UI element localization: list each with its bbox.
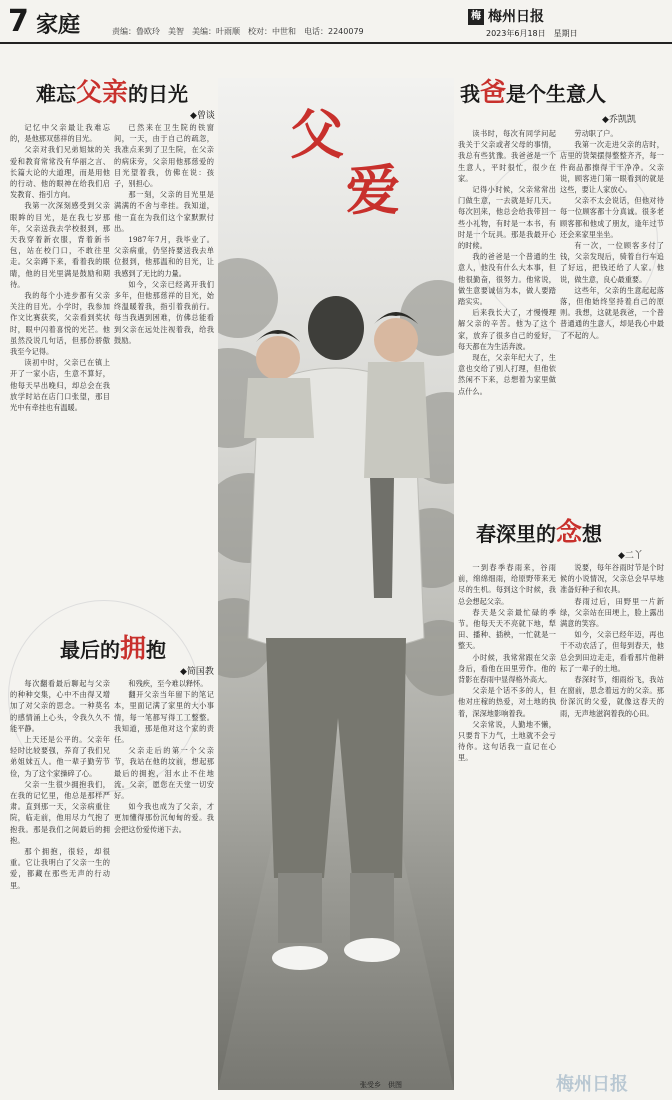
article-title-4: 最后的拥抱: [60, 634, 167, 664]
decor-char-ai: 爱: [346, 158, 400, 222]
paper-name-text: 梅州日报: [488, 9, 544, 25]
father-carrying-children-image: [218, 78, 454, 1090]
article-title-3: 春深里的念想: [476, 518, 603, 548]
paper-logo-icon: 梅: [468, 9, 484, 25]
article-body-3-col2: 说要，每年谷雨时节是个时候的小说情况，父亲总会早早地准备好种子和农具。 春雨过后，田野里一片新绿，父亲站在田埂上，脸上露出满意的笑容。 如今，父亲已经年迈，再也干不动农活了，但每到春天，他总会到田边走走，看看那片他耕耘了一辈子的土地。 春深时节，细雨纷飞，我站在窗前，思念着远方的父亲。那份深沉的父爱，就像这春天的雨，无声地滋润着我的心田。: [560, 563, 664, 718]
article-body-4: 每次翻看最后聊起与父亲的种种交集，心中不由得又增加了对父亲的思念。一种莫名的感情涌上心头，令我久久不能平静。 上天还是公平的。父亲年轻时比较要强，养育了我们兄弟姐妹五人。他一辈子勤劳节俭，为了这个家操碎了心。 父亲一生很少拥抱我们，在我的记忆里，他总是那样严肃。直到那一天，父亲病重住院，临走前，他用尽力气抱了抱我。那是我们之间最后的拥抱。 那个拥抱，很轻，却很重。它让我明白了父亲一生的爱，都藏在那些无声的行动里。: [10, 679, 110, 890]
editor-info: 责编：鲁欧玲 美智 美编：叶雨顺 校对：中世和 电话：2240079: [112, 27, 364, 36]
article-author-4: ◆简国教: [180, 667, 214, 677]
decor-char-fu: 父: [290, 102, 344, 166]
article-body-2: 读书时，每次有同学问起我关于父亲或者父母的事情，我总有些犹豫。我爸爸是一个生意人，平时很忙，很少在家。 记得小时候，父亲常常出门做生意，一去就是好几天。每次回来，他总会给我带回一些小礼物，有时是一本书，有时是一个玩具。那是我最开心的时候。 我的爸爸是一个普通的生意人，他没有什么大本事，但他很勤奋，很努力。他常说，做生意要诚信为本，做人要踏踏实实。 后来我长大了，才慢慢理解父亲的辛苦。他为了这个家，放弃了很多自己的爱好，每天都在为生活奔波。 现在，父亲年纪大了，生意也交给了别人打理，但他依然闲不下来，总想着为家里做点什么。: [458, 129, 556, 396]
article-author-1: ◆曾谈: [190, 111, 215, 121]
article-title-1: 难忘父亲的日光: [36, 78, 189, 108]
article-title-2: 我爸是个生意人: [460, 78, 607, 108]
photo-caption: 张受乡 供图: [360, 1081, 402, 1089]
article-author-2: ◆乔凯凯: [602, 115, 636, 125]
issue-date: 2023年6月18日 星期日: [486, 29, 578, 38]
paper-name: [468, 6, 544, 26]
article-body-3: 一到春季春雨来，谷雨前，绵绵细雨，给原野带来无尽的生机。每到这个时候，我总会想起父亲。 春天是父亲最忙碌的季节。他每天天不亮就下地，犁田、播种、插秧，一忙就是一整天。 小时候，我常常跟在父亲身后，看他在田里劳作。他的背影在春雨中显得格外高大。 父亲是个话不多的人，但他对庄稼的热爱，对土地的执着，深深地影响着我。 父亲常说，人勤地不懒，只要肯下力气，土地就不会亏待你。这句话我一直记在心里。: [458, 563, 556, 763]
article-body-4-col2: 和残疾，至今难以释怀。 翻开父亲当年留下的笔记本，里面记满了家里的大小事情，每一笔都写得工工整整。我知道，那是他对这个家的责任。 父亲走后的第一个父亲节，我站在他的坟前，想起那最后的拥抱，泪水止不住地流。父亲，愿您在天堂一切安好。 如今我也成为了父亲，才更加懂得那份沉甸甸的爱。我会把这份爱传递下去。: [114, 679, 214, 834]
article-body-1-col2: 已然来在卫生院的铁窗间，一天，由于自己的疏忽，我准点来到了卫生院，在父亲的病床旁，父亲用他那慈爱的目光望着我，仿佛在说：孩子，别担心。 那一刻，父亲的目光里是满满的不舍与牵挂。我知道，他一直在为我们这个家默默付出。 1987年7月，我毕业了。父亲病重，仍坚持要送我去单位报到，他那温和的目光，让我感到了无比的力量。 如今，父亲已经离开我们多年，但他那慈祥的目光，始终温暖着我，指引着我前行。每当我遇到困难，仿佛总能看到父亲在远处注视着我，给我鼓励。: [114, 123, 214, 345]
article-body-2-col2: 劳动职了户。 我第一次走进父亲的店时，店里的货架摆得整整齐齐，每一件商品都擦得干干净净。父亲说，顾客进门第一眼看到的就是这些，要让人家放心。 父亲不太会说话，但他对待每一位顾客都十分真诚。很多老顾客都和他成了朋友，逢年过节还会来家里坐坐。 有一次，一位顾客多付了钱，父亲发现后，骑着自行车追了好远，把钱还给了人家。他说，做生意，良心最重要。 这些年，父亲的生意起起落落，但他始终坚持着自己的原则。我想，这就是我爸，一个普普通通的生意人，却是我心中最了不起的人。: [560, 129, 664, 340]
article-author-3: ◆二丫: [618, 551, 643, 561]
article-body-1: 记忆中父亲最让我难忘的，是他那双慈祥的目光。 父亲对我们兄弟姐妹的关爱和教育常常没有华丽之言、长篇大论的大道理，而是用他的行动、他的眼神在给我们启发教育、指引方向。 我第一次深刻感受到父亲眼眸的目光，是在我七岁那年，父亲送我去学校报到，那天我穿着新衣服，背着新书包，站在校门口，不敢往里走。父亲蹲下来，看着我的眼睛，他的目光里满是鼓励和期待。 我的每个小进步都有父亲关注的目光。小学时，我参加作文比赛获奖，父亲看到奖状时，眼中闪着喜悦的光芒。他虽然没说几句话，但那份骄傲我至今记得。 读初中时，父亲已在镇上开了一家小店，生意不算好，他每天早出晚归，却总会在我放学时站在店门口张望，那目光中有牵挂也有温暖。: [10, 123, 110, 413]
father-photo: [218, 78, 454, 1090]
section-title: 家庭: [36, 13, 81, 38]
watermark-text: 梅州日报: [556, 1074, 628, 1095]
page-number: 7: [8, 4, 29, 39]
